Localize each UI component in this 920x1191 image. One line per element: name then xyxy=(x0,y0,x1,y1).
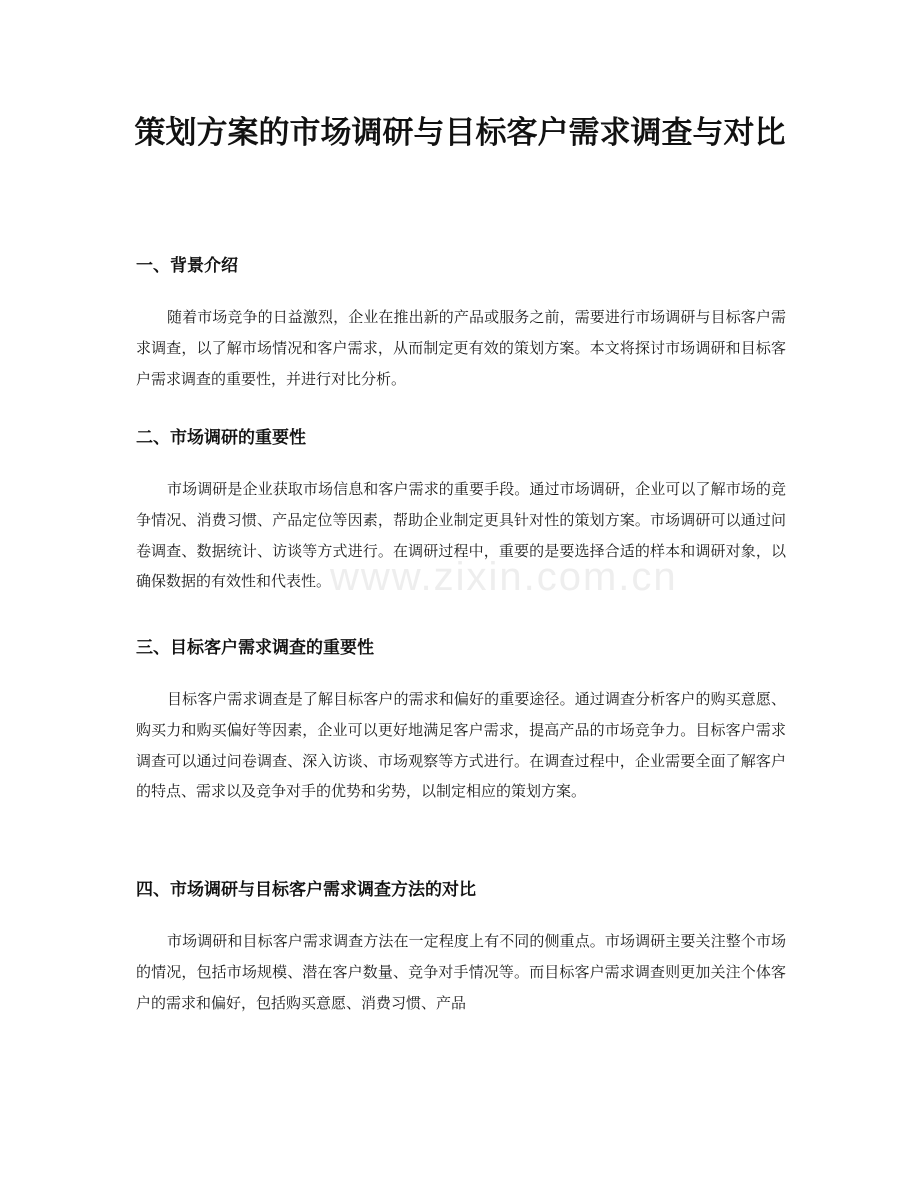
watermark: www.zixin.com.cn xyxy=(330,555,678,599)
section-heading-market-research: 二、市场调研的重要性 xyxy=(136,428,306,448)
section-paragraph-comparison: 市场调研和目标客户需求调查方法在一定程度上有不同的侧重点。市场调研主要关注整个市场的情况，包括市场规模、潜在客户数量、竞争对手情况等。而目标客户需求调查则更加关注个体客户的需求和偏好，包括购买意愿、消费习惯、产品 xyxy=(136,932,786,1012)
section-paragraph-customer-survey: 目标客户需求调查是了解目标客户的需求和偏好的重要途径。通过调查分析客户的购买意愿、购买力和购买偏好等因素，企业可以更好地满足客户需求，提高产品的市场竞争力。目标客户需求调查可以通过问卷调查、深入访谈、市场观察等方式进行。在调查过程中，企业需要全面了解客户的特点、需求以及竞争对手的优势和劣势，以制定相应的策划方案。 xyxy=(136,690,786,801)
document-title: 策划方案的市场调研与目标客户需求调查与对比 xyxy=(134,115,786,151)
section-heading-customer-survey: 三、目标客户需求调查的重要性 xyxy=(136,638,374,658)
section-paragraph-background: 随着市场竞争的日益激烈，企业在推出新的产品或服务之前，需要进行市场调研与目标客户需求调查，以了解市场情况和客户需求，从而制定更有效的策划方案。本文将探讨市场调研和目标客户需求调查的重要性，并进行对比分析。 xyxy=(136,308,786,388)
section-paragraph-market-research: 市场调研是企业获取市场信息和客户需求的重要手段。通过市场调研，企业可以了解市场的竞争情况、消费习惯、产品定位等因素，帮助企业制定更具针对性的策划方案。市场调研可以通过问卷调查、数据统计、访谈等方式进行。在调研过程中，重要的是要选择合适的样本和调研对象，以确保数据的有效性和代表性。 xyxy=(136,480,786,591)
section-heading-comparison: 四、市场调研与目标客户需求调查方法的对比 xyxy=(136,880,476,900)
section-heading-background: 一、背景介绍 xyxy=(136,256,238,276)
